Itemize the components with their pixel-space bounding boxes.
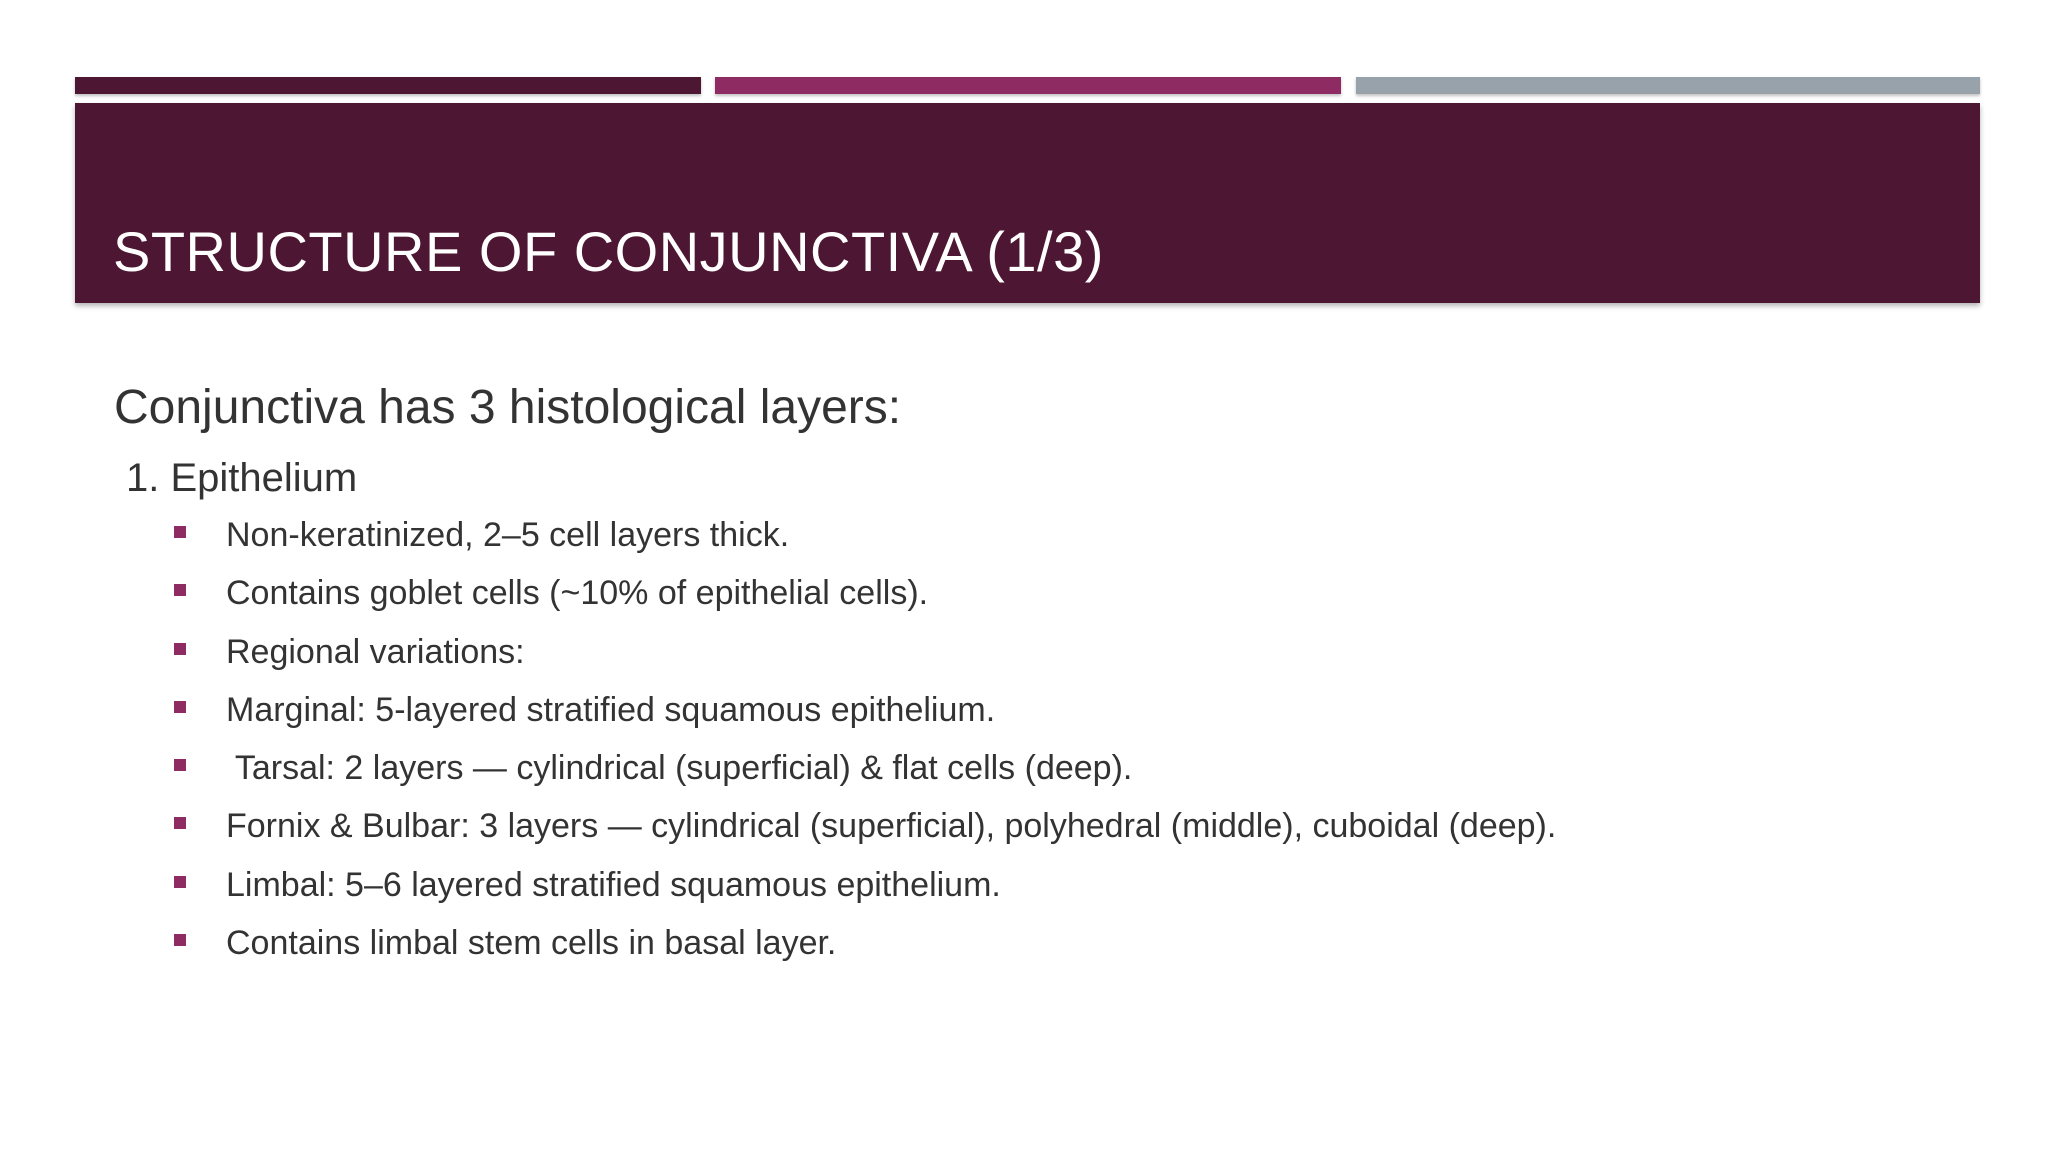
bullet-text: Regional variations: [226, 632, 525, 671]
bullet-item [114, 514, 1964, 572]
accent-bar-dark [75, 77, 701, 94]
accent-bar-gray [1356, 77, 1980, 94]
bullet-text: Tarsal: 2 layers — cylindrical (superficial) & flat cells (deep). [226, 749, 1133, 788]
square-bullet-icon [174, 759, 186, 771]
square-bullet-icon [174, 876, 186, 888]
slide-title: STRUCTURE OF CONJUNCTIVA (1/3) [113, 220, 1104, 283]
square-bullet-icon [174, 817, 186, 829]
bullet-text: Non-keratinized, 2–5 cell layers thick. [226, 516, 790, 554]
square-bullet-icon [174, 643, 186, 655]
slide-content [114, 380, 1964, 980]
square-bullet-icon [174, 934, 186, 946]
bullet-item [114, 747, 1964, 805]
accent-bar-magenta [715, 77, 1341, 94]
bullet-text: Marginal: 5-layered stratified squamous epithelium. [226, 690, 996, 729]
bullet-item [114, 864, 1964, 922]
square-bullet-icon [174, 701, 186, 713]
bullet-list [114, 514, 1964, 980]
bullet-text: Fornix & Bulbar: 3 layers — cylindrical (superficial), polyhedral (middle), cuboidal (deep). [226, 807, 1557, 846]
content-heading: Conjunctiva has 3 histological layers: [114, 381, 902, 434]
bullet-text: Limbal: 5–6 layered stratified squamous epithelium. [226, 865, 1001, 904]
bullet-item [114, 805, 1964, 863]
title-banner [75, 103, 1980, 303]
bullet-item [114, 631, 1964, 689]
bullet-text: Contains limbal stem cells in basal layer. [226, 924, 837, 963]
bullet-item [114, 922, 1964, 980]
bullet-item [114, 572, 1964, 630]
square-bullet-icon [174, 526, 186, 538]
square-bullet-icon [174, 584, 186, 596]
bullet-item [114, 689, 1964, 747]
bullet-text: Contains goblet cells (~10% of epithelial cells). [226, 574, 929, 613]
section-heading-epithelium: 1. Epithelium [126, 456, 358, 500]
